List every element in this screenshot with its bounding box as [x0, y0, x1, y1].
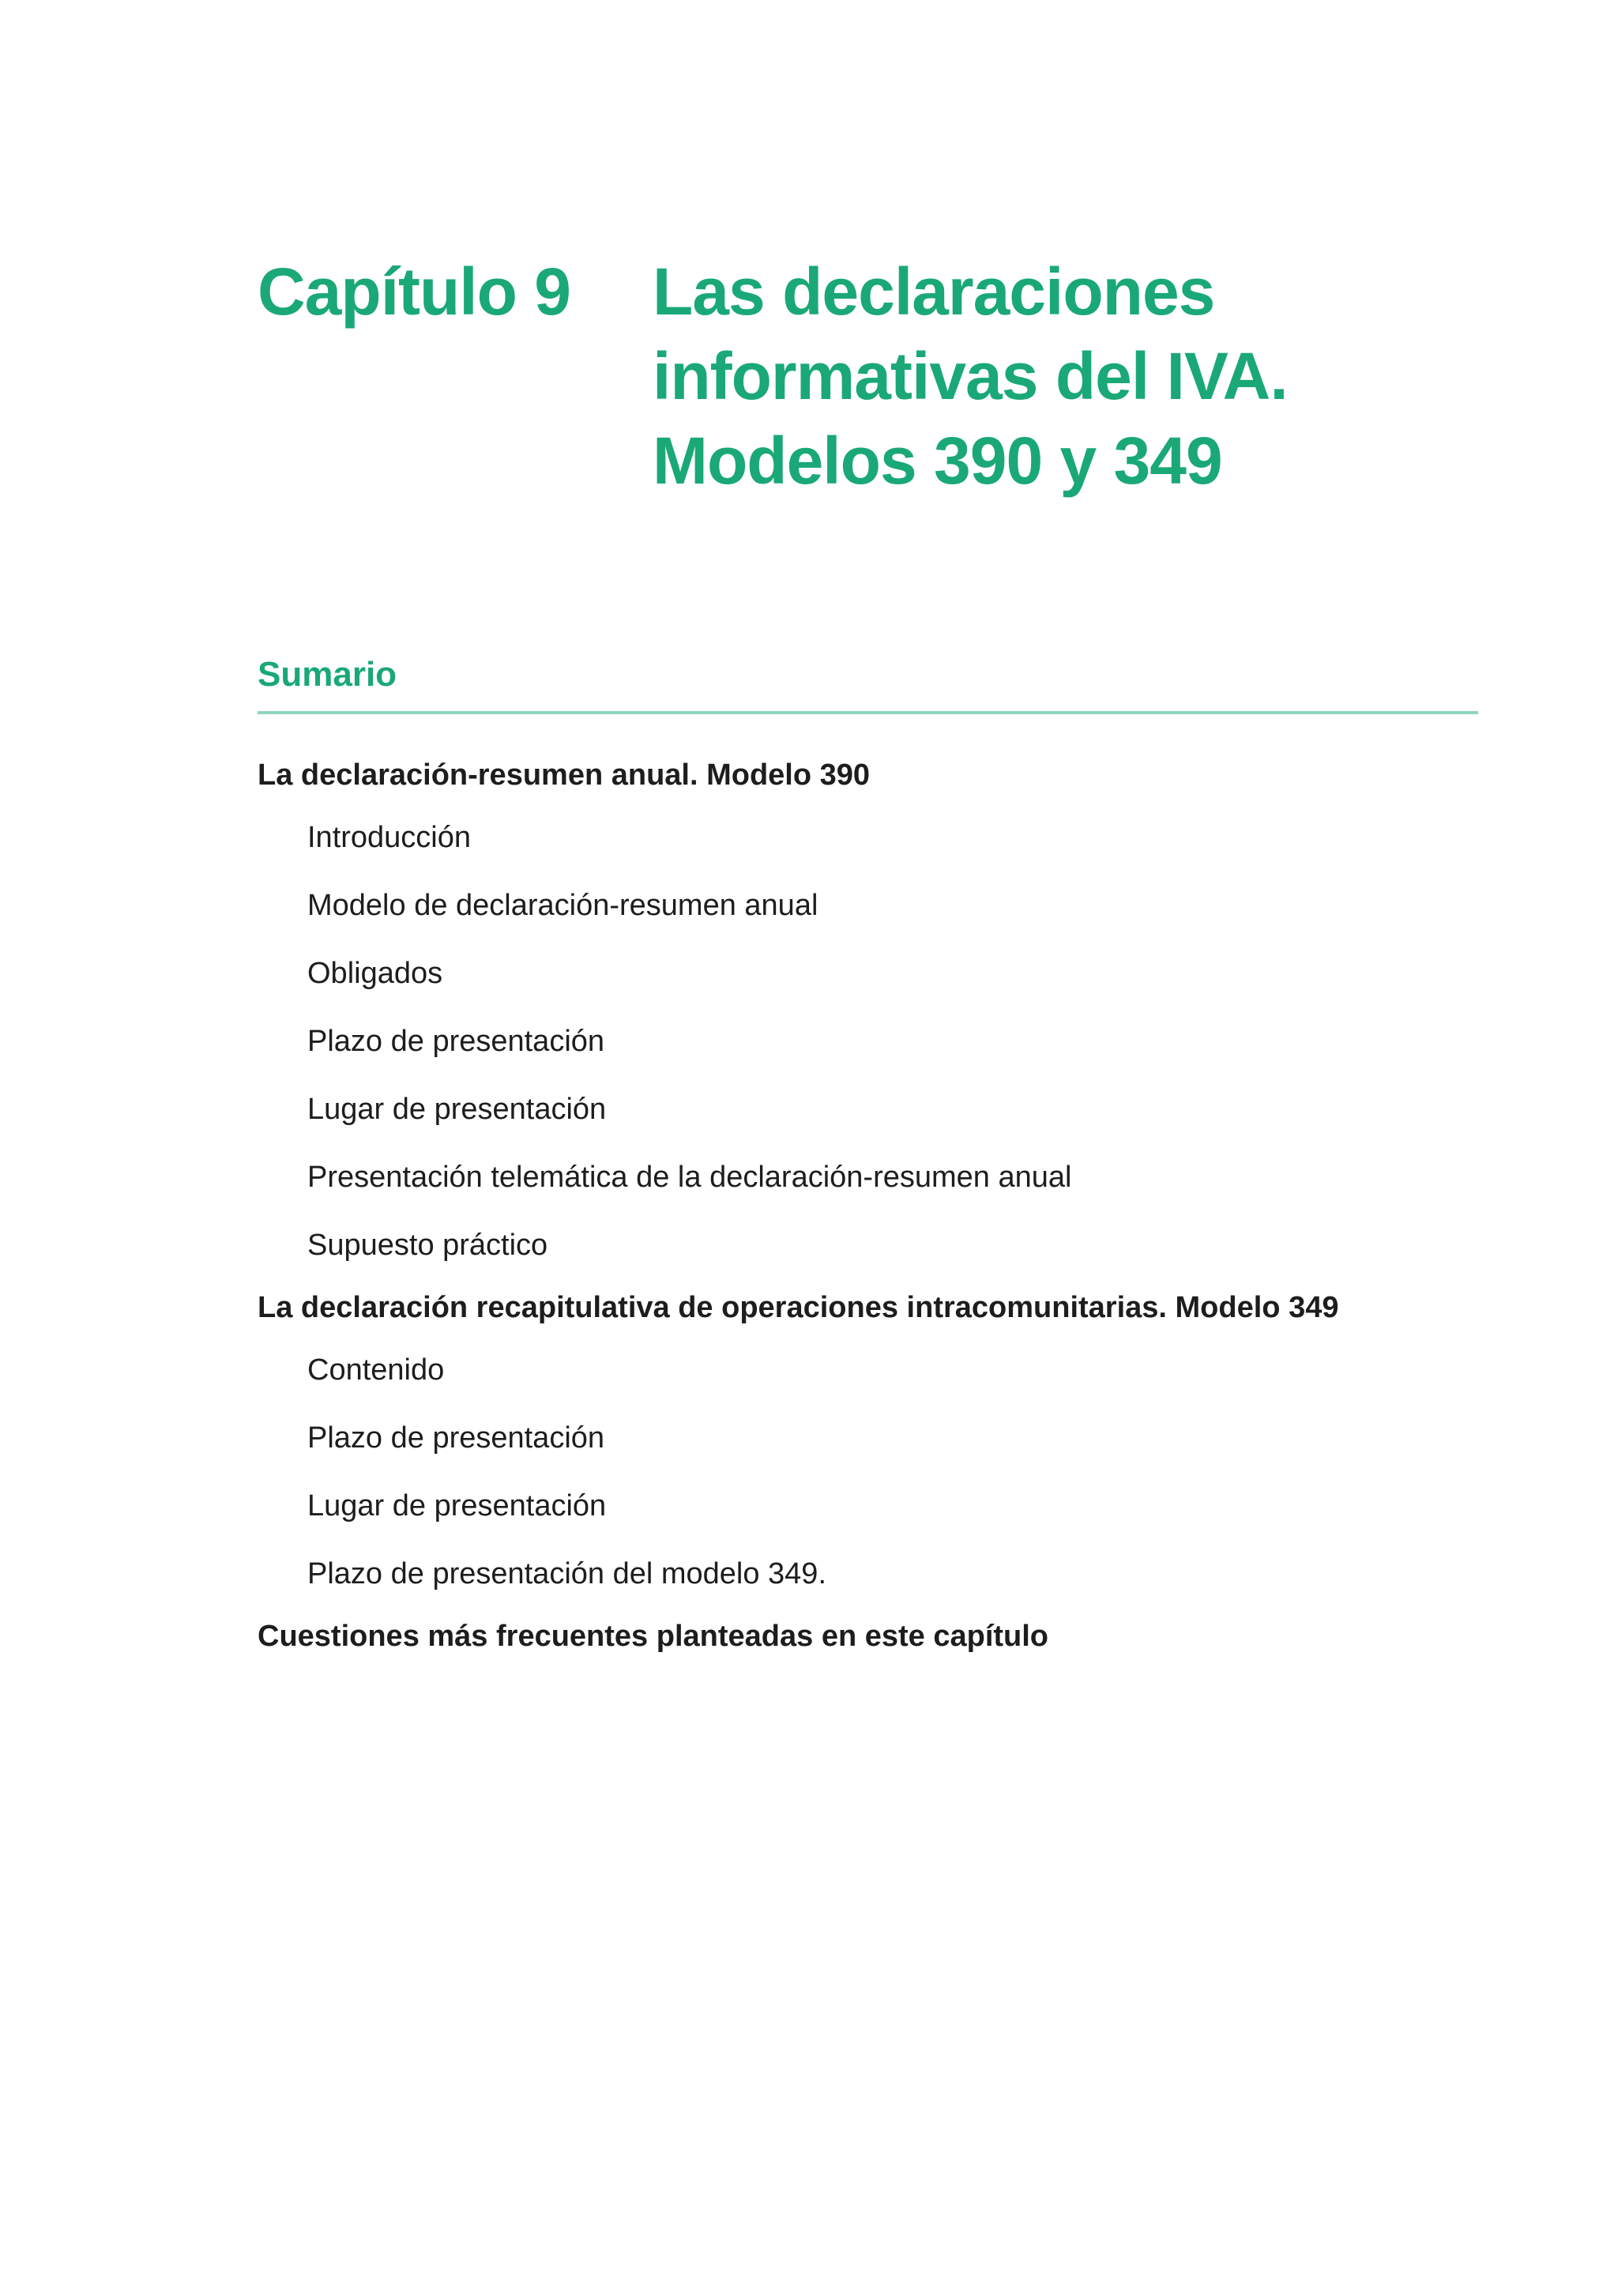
toc-item[interactable]: Plazo de presentación [307, 1421, 605, 1455]
chapter-label: Capítulo 9 [258, 254, 571, 329]
summary-divider [258, 711, 1478, 714]
chapter-title-line: Modelos 390 y 349 [653, 423, 1222, 498]
toc-item[interactable]: Supuesto práctico [307, 1229, 548, 1262]
chapter-title-line: informativas del IVA. [653, 339, 1288, 413]
toc-item[interactable]: Lugar de presentación [307, 1093, 607, 1126]
toc-section-title[interactable]: La declaración-resumen anual. Modelo 390 [258, 758, 871, 792]
toc-item[interactable]: Plazo de presentación [307, 1025, 605, 1058]
toc-item[interactable]: Presentación telemática de la declaración-resumen anual [307, 1161, 1072, 1194]
toc-item[interactable]: Introducción [307, 821, 472, 854]
toc-section-title[interactable]: La declaración recapitulativa de operaciones intracomunitarias. Modelo 349 [258, 1291, 1339, 1324]
toc-section-title[interactable]: Cuestiones más frecuentes planteadas en este capítulo [258, 1620, 1049, 1653]
toc-item[interactable]: Obligados [307, 957, 443, 990]
chapter-title [653, 250, 1490, 503]
toc-item[interactable]: Contenido [307, 1353, 445, 1387]
chapter-title-line: Las declaraciones [653, 254, 1215, 329]
summary-heading: Sumario [258, 655, 397, 694]
toc-item[interactable]: Plazo de presentación del modelo 349. [307, 1557, 827, 1590]
toc-item[interactable]: Modelo de declaración-resumen anual [307, 889, 818, 922]
toc-item[interactable]: Lugar de presentación [307, 1489, 607, 1523]
table-of-contents [258, 747, 1478, 1665]
